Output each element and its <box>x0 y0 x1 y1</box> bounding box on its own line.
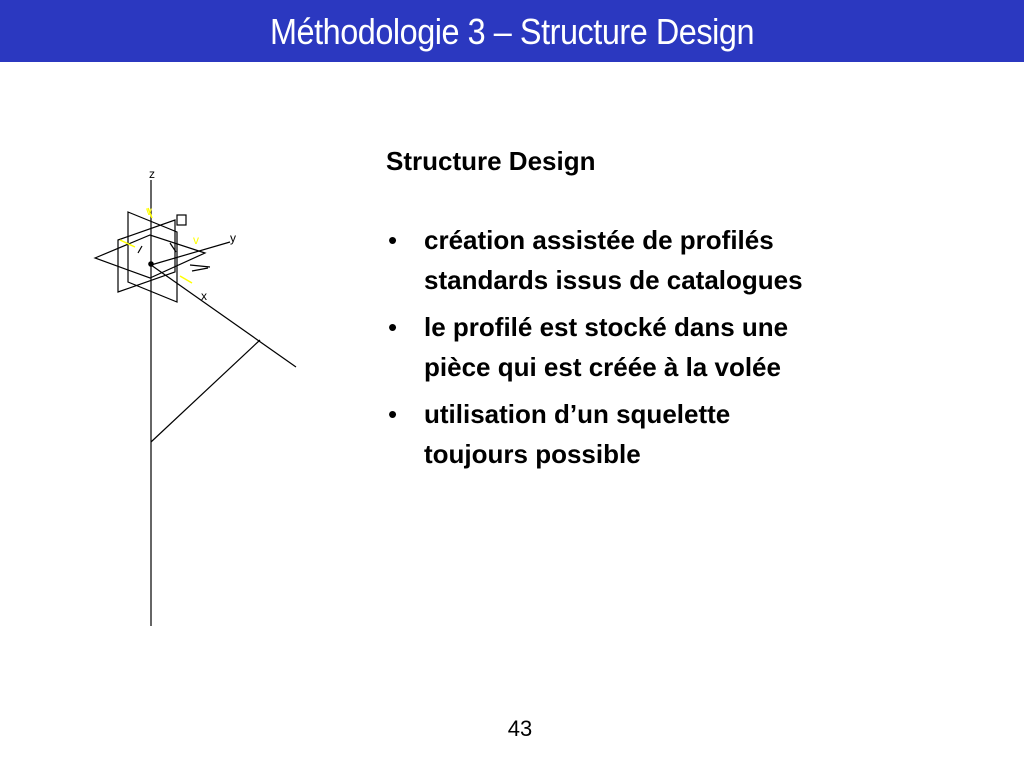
connector-line <box>151 340 260 442</box>
y-axis-line <box>151 242 230 265</box>
coordinate-system-diagram <box>80 160 310 630</box>
bullet-icon: • <box>388 399 398 429</box>
plane-vertical-b <box>128 212 177 302</box>
bullet-item <box>386 307 986 387</box>
plane-vertical-a <box>118 220 175 292</box>
bullet-list <box>386 220 986 474</box>
bullet-line: pièce qui est créée à la volée <box>424 352 781 382</box>
bullet-line: le profilé est stocké dans une <box>424 312 789 342</box>
slide-content <box>386 142 986 481</box>
bullet-line: utilisation d’un squelette <box>424 399 731 429</box>
bullet-icon: • <box>388 312 398 342</box>
bullet-item <box>386 394 986 474</box>
axis-label-x: x <box>201 289 207 303</box>
axis-label-z: z <box>149 167 155 181</box>
origin-point <box>149 262 153 266</box>
title-bar <box>0 0 1024 62</box>
slide-subtitle: Structure Design <box>386 146 596 176</box>
marker-label-v1: v <box>146 204 152 218</box>
marker-label-v2: v <box>193 233 199 247</box>
bullet-item <box>386 220 986 300</box>
marker-line-2 <box>180 276 192 283</box>
diagonal-line <box>151 265 296 367</box>
small-square <box>177 215 186 225</box>
bullet-line: standards issus de catalogues <box>424 265 803 295</box>
plane-horizontal <box>95 235 205 278</box>
axis-label-y: y <box>230 231 236 245</box>
bullet-line: toujours possible <box>424 439 641 469</box>
page-number: 43 <box>507 716 533 741</box>
bullet-line: création assistée de profilés <box>424 225 774 255</box>
slide-title: Méthodologie 3 – Structure Design <box>269 11 755 52</box>
bullet-icon: • <box>388 225 398 255</box>
